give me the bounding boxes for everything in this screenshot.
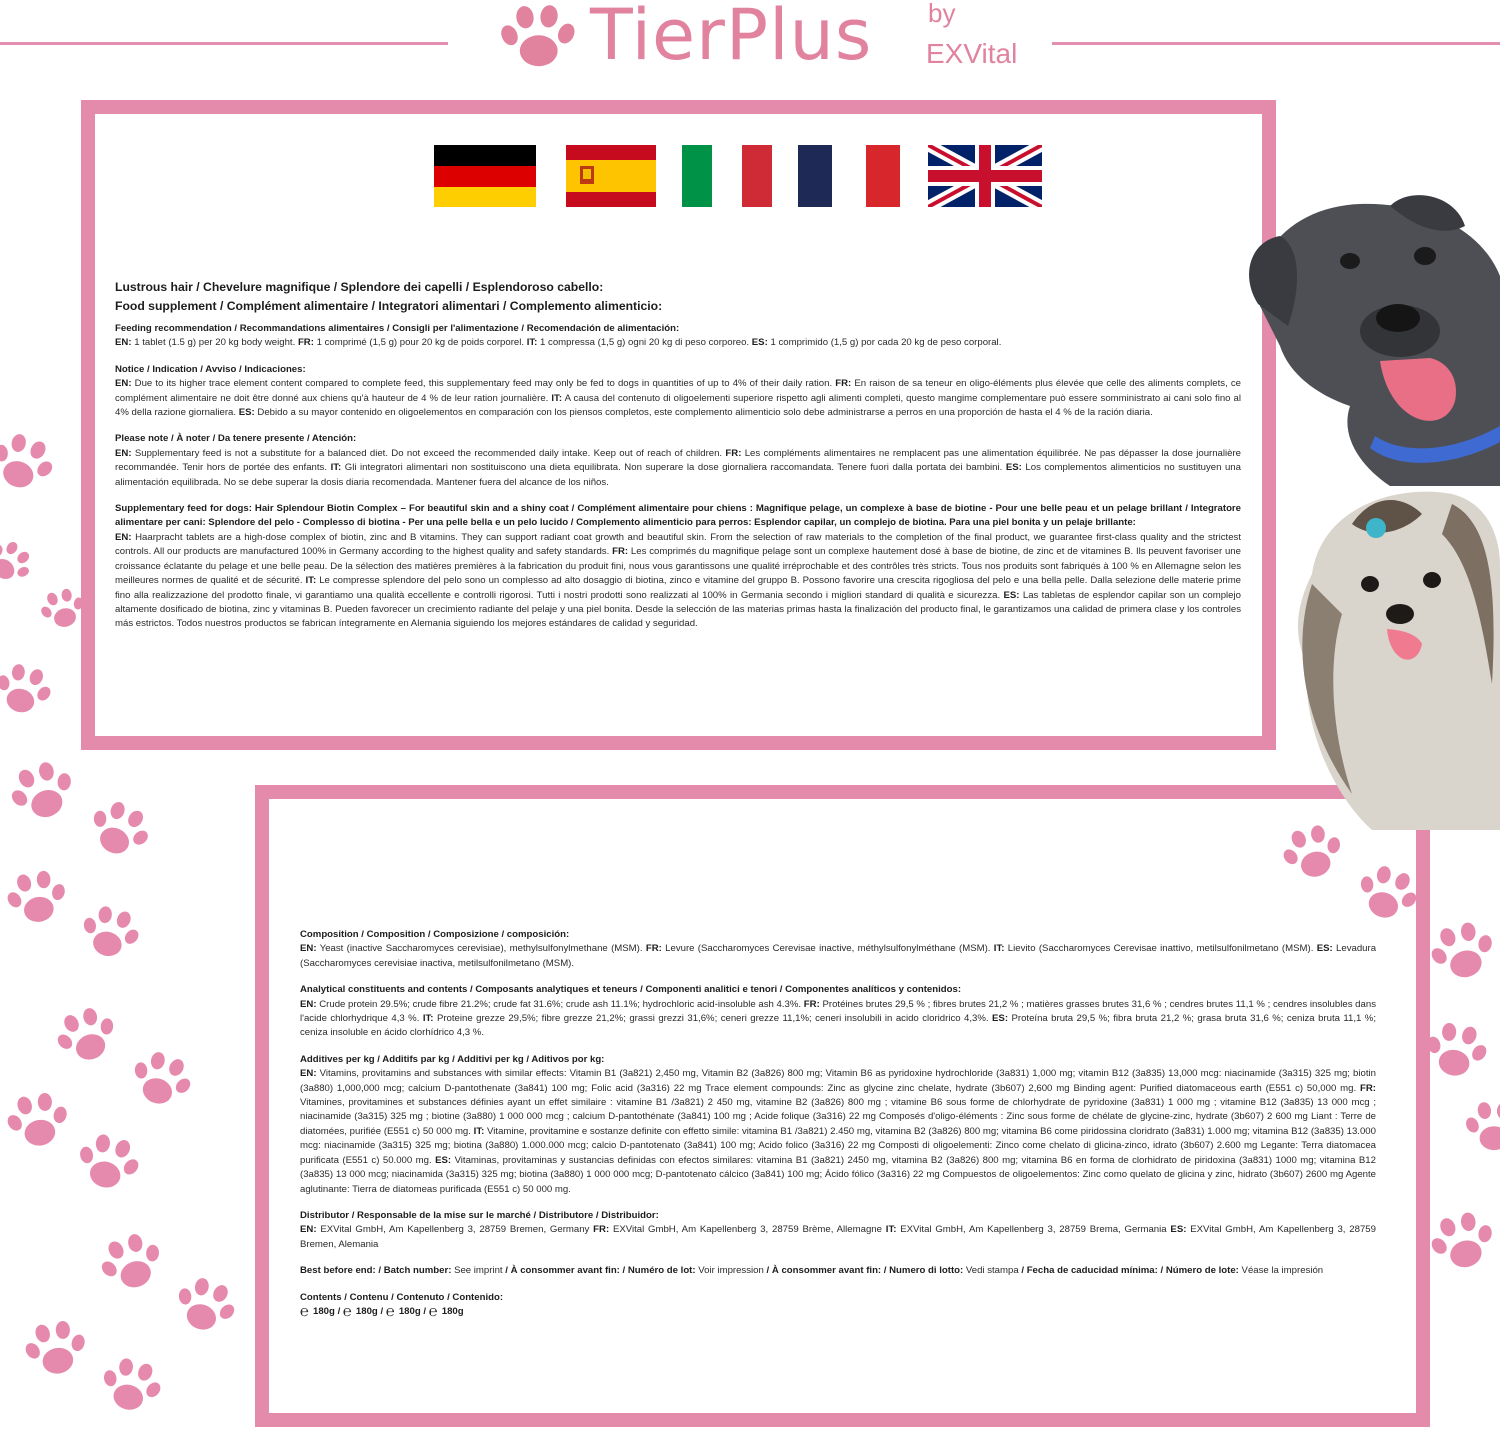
paw-print-icon	[80, 904, 140, 964]
paw-print-icon	[100, 1232, 164, 1296]
france-flag-icon	[798, 145, 900, 207]
paw-print-icon	[10, 760, 76, 826]
paw-print-icon	[1282, 822, 1344, 886]
please-note-heading: Please note / À noter / Da tenere presente / Atención:	[115, 433, 357, 445]
spain-flag-icon	[560, 145, 662, 207]
paw-print-icon	[100, 1356, 162, 1418]
additives-heading: Additives per kg / Additifs par kg / Additivi per kg / Aditivos por kg:	[300, 1053, 605, 1065]
estimated-sign-icon: ℮	[300, 1302, 310, 1320]
contents-heading: Contents / Contenu / Contenuto / Contenido:	[300, 1291, 504, 1303]
paw-print-icon	[1356, 864, 1418, 926]
brand-paw-icon	[494, 2, 580, 72]
paw-print-icon	[24, 1318, 88, 1382]
language-flags	[434, 145, 1044, 210]
germany-flag-icon	[434, 145, 536, 207]
paw-print-icon	[56, 1006, 118, 1068]
paw-print-icon	[1424, 1020, 1488, 1084]
product-info-bottom	[300, 922, 1376, 1319]
distributor-text: EN: EXVital GmbH, Am Kapellenberg 3, 28759 Bremen, Germany FR: EXVital GmbH, Am Kapellenberg 3, 28759 Brème, Allemagne IT: EXVital GmbH, Am Kapellenberg 3, 28759 Brema, Germania ES: EXVital GmbH, Am Kapellenberg 3, 28759 Bremen, Alemania	[300, 1224, 1376, 1250]
brand-by: by	[928, 0, 956, 28]
paw-print-icon	[0, 660, 52, 722]
estimated-sign-icon: ℮	[342, 1302, 352, 1320]
supplementary-text: EN: Haarpracht tablets are a high-dose complex of biotin, zinc and B vitamins. They can support radiant coat growth and beautiful skin. From the selection of raw materials to the completion of the final product, we guarantee first-class quality and the strictest controls. All our products are manufactured 100% in Germany according to the highest quality and safety standards. FR: Les comprimés du magnifique pelage sont un complexe hautement dosé à base de biotine, de zinc et de vitamines B. Ils peuvent favoriser une croissance éclatante du pelage et une belle peau. De la sélection des matières premières à la fabrication du produit fini, nous vous garantissons une qualité irréprochable et des contrôles très stricts. Tous nos produits sont fabriqués à 100 % en Allemagne selon les meilleures normes de qualité et de sécurité. IT: Le compresse splendore del pelo sono un complesso ad alto dosaggio di biotina, zinco e vitamine del gruppo B. Possono favorire una crescita rigogliosa del pelo e una bella pelle. Dalla selezione delle materie prime fino alla realizzazione del prodotto finale, vi garantiamo una qualità eccellente e controlli rigorosi. Tutti i nostri prodotti sono realizzati al 100% in Germania secondo i migliori standard di qualità e sicurezza. ES: Las tabletas de esplendor capilar son un complejo altamente dosificado de biotina, zinc y vitaminas B. Pueden favorecer un crecimiento radiante del pelaje y una piel bonita. Desde la selección de las materias primas hasta la finalización del producto final, le garantizamos una calidad de primera clase y los controles más estrictos. Todos nuestros productos se fabrican íntegramente en Alemania siguiendo los mejores estándares de calidad y seguridad.	[115, 531, 1242, 630]
supplementary-heading: Supplementary feed for dogs: Hair Splendour Biotin Complex – For beautiful skin and a shiny coat / Complément alimentaire pour chiens : Magnifique pelage, un complexe à base de biotine - Pour une belle peau et un pelage brillant / Integratore alimentare per cani: Splendore del pelo - Complesso di biotina - Per una pelle bella e un pelo lucido / Complemento alimenticio para perros: Esplendor capilar, un complejo de biotina. Para una piel bonita y un pelaje brillante:	[115, 503, 1241, 529]
paw-print-icon	[1430, 1210, 1496, 1276]
paw-print-icon	[1464, 1096, 1500, 1160]
product-info-top	[115, 278, 1241, 632]
paw-print-icon	[40, 580, 86, 640]
paw-print-icon	[6, 868, 68, 930]
notice-text: EN: Due to its higher trace element content compared to complete feed, this supplementary feed may only be fed to dogs in quantities of up to 4% of their daily ration. FR: En raison de sa teneur en oligo-éléments plus élevée que celle des aliments complets, ce complément alimentaire ne doit être donné aux chiens qu'à hauteur de 4 % de leur ration journalière. IT: A causa del contenuto di oligoelementi superiore rispetto agli alimenti completi, questo mangime complementare può essere somministrato ai cani solo fino al 4% della razione giornaliera. ES: Debido a su mayor contenido en oligoelementos en comparación con los piensos completos, este complemento alimenticio solo debe administrarse a perros en una proporción de hasta el 4 % de la ración diaria.	[115, 378, 1242, 419]
best-before-line: Best before end: / Batch number: See imprint / À consommer avant fin: / Numéro de lot: Voir impression / À consommer avant fin: / Numero di lotto: Vedi stampa / Fecha de caducidad mínima: / Número de lote: Véase la impresión	[300, 1265, 1324, 1277]
paw-print-icon	[130, 1050, 192, 1112]
shih-tzu-dog-image	[1292, 464, 1500, 830]
paw-print-icon	[0, 432, 54, 496]
paw-print-icon	[1430, 920, 1496, 986]
header-line-right	[1052, 42, 1500, 45]
brand-logo: TierPlus	[590, 0, 873, 76]
composition-heading: Composition / Composition / Composizione / composición:	[300, 929, 570, 940]
title-food-supplement: Food supplement / Complément alimentaire / Integratori alimentari / Complemento alimenticio:	[115, 299, 663, 313]
paw-print-icon	[6, 1090, 70, 1154]
paw-print-icon	[76, 1132, 140, 1196]
distributor-heading: Distributor / Responsable de la mise sur le marché / Distributore / Distribuidor:	[300, 1209, 659, 1221]
notice-heading: Notice / Indication / Avviso / Indicaciones:	[115, 363, 306, 375]
paw-print-icon	[88, 800, 150, 862]
paw-print-icon	[0, 540, 32, 586]
estimated-sign-icon: ℮	[428, 1302, 438, 1320]
brand-maker: EXVital	[926, 38, 1018, 69]
cane-corso-dog-image	[1240, 186, 1500, 486]
analytical-heading: Analytical constituents and contents / Composants analytiques et teneurs / Componenti analitici e tenori / Componentes analíticos y contenidos:	[300, 984, 962, 996]
please-note-text: EN: Supplementary feed is not a substitute for a balanced diet. Do not exceed the recommended daily intake. Keep out of reach of children. FR: Les compléments alimentaires ne remplacent pas une alimentation équilibrée. Ne pas dépasser la dose journalière recommandée. Tenir hors de portée des enfants. IT: Gli integratori alimentari non sostituiscono una dieta equilibrata. Non superare la dose giornaliera raccomandata. Tenere fuori dalla portata dei bambini. ES: Los complementos alimenticios no sustituyen una alimentación equilibrada. No se debe superar la dosis diaria recomendada. Mantener fuera del alcance de los niños.	[115, 447, 1242, 488]
additives-text: EN: Vitamins, provitamins and substances with similar effects: Vitamin B1 (3a821) 2,450 mg, Vitamin B2 (3a826) 800 mg; Vitamin B6 as pyridoxine hydrochloride (3a831) 1,000 mg; vitamin B12 (3a835) 13,000 mcg: niacinamide (3a315) 325 mg; biotin (3a880) 1,000,000 mcg; calcium D-pantothenate (3a841) 100 mg; Folic acid (3a316) 22 mg Trace element compounds: Zinc as glycine zinc chelate, hydrate (3b607) 2,600 mg Binding agent: Purified diatomaceous earth (E551 c) 50,000 mg. FR: Vitamines, provitamines et substances définies ayant un effet similaire : vitamine B1 /3a821) 2 450 mg, vitamine B2 (3a826) 800 mg ; vitamine B6 sous forme de chlorhydrate de pyridoxine (3a831) 1 000 mg ; vitamine B12 (3a835) 13 000 mcg ; niacinamide (3a315) 325 mg ; biotine (3a880) 1 000 000 mcg ; calcium D-pantothénate (3a841) 100 mg ; Acide folique (3a316) 22 mg Composés d'oligo-éléments : Zinc sous forme de chélate de glycine-zinc, hydrate (3b607) 2 600 mg Liant : Terre de diatomées, purifiée (E551 c) 50 000 mg. IT: Vitamine, provitamine e sostanze definite con effetto simile: vitamina B1 /3a821) 2.450 mg, vitamina B2 (3a826) 800 mg; vitamina B6 come piridossina cloridrato (3a831) 1.000 mg; vitamina B12 (3a835) 13.000 mcg: niacinamide (3a315) 325 mg; biotina (3a880) 1.000.000 mcg; calcio D-pantotenato (3a841) 100 mg; Acido folico (3a316) 22 mg Composti di oligoelementi: Zinco come chelato di glicina-zinco, idrato (3b607) 2.600 mg Legante: Terra diatomacea purificata (E551 c) 50.000 mg. ES: Vitaminas, provitaminas y sustancias definidas con efectos similares: vitamina B1 (3a821) 2450 mg, vitamina B2 (3a826) 800 mg; vitamina B6 en forma de clorhidrato de piridoxina (3a831) 1000 mg; vitamina B12 (3a835) 13 000 mcg; niacinamida (3a315) 325 mg; biotina (3a880) 1 000 000 mcg; D-pantotenato cálcico (3a841) 100 mg; Ácido fólico (3a316) 22 mg Compuestos de oligoelementos: Zinc como quelato de glicina y zinc, hidrato (3b607) 2600 mg Agente aglutinante: Tierra de diatomeas purificada (E551 c) 50 000 mg.	[300, 1068, 1376, 1195]
contents-values: ℮ 180g / ℮ 180g / ℮ 180g / ℮ 180g	[300, 1302, 464, 1320]
feeding-text: EN: 1 tablet (1.5 g) per 20 kg body weight. FR: 1 comprimé (1,5 g) pour 20 kg de poids corporel. IT: 1 compressa (1,5 g) ogni 20 kg di peso corporeo. ES: 1 comprimido (1,5 g) por cada 20 kg de peso corporal.	[115, 337, 1002, 349]
paw-print-icon	[174, 1276, 236, 1338]
analytical-text: EN: Crude protein 29.5%; crude fibre 21.2%; crude fat 31.6%; crude ash 11.1%; hydrochloric acid-insoluble ash 4.3%. FR: Protéines brutes 29,5 % ; fibres brutes 21,2 % ; matières grasses brutes 31,6 % ; cendres brutes 11,1 % ; cendres insolubles dans l'acide chlorhydrique 4,3 %. IT: Proteine grezze 29,5%; fibre grezze 21,2%; grassi grezzi 31,6%; ceneri grezze 11,1%; ceneri insolubili in acido cloridrico 4,3%. ES: Proteína bruta 29,5 %; fibra bruta 21,2 %; grasa bruta 31,6 %; ceniza bruta 11,1 %; ceniza insoluble en ácido clorhídrico 4,3 %.	[300, 998, 1376, 1039]
estimated-sign-icon: ℮	[385, 1302, 395, 1320]
italy-flag-icon	[676, 145, 778, 207]
uk-flag-icon	[928, 145, 1042, 207]
feeding-heading: Feeding recommendation / Recommandations alimentaires / Consigli per l'alimentazione / Recomendación de alimentación:	[115, 323, 680, 334]
header-line-left	[0, 42, 448, 45]
composition-text: EN: Yeast (inactive Saccharomyces cerevisiae), methylsulfonylmethane (MSM). FR: Levure (Saccharomyces Cerevisae inactive, méthylsulfonylméthane (MSM). IT: Lievito (Saccharomyces Cerevisae inattivo, metilsulfonilmetano (MSM). ES: Levadura (Saccharomyces cerevisiae inactiva, metilsulfonilmetano (MSM).	[300, 943, 1377, 969]
title-lustrous-hair: Lustrous hair / Chevelure magnifique / Splendore dei capelli / Esplendoroso cabello:	[115, 280, 604, 294]
